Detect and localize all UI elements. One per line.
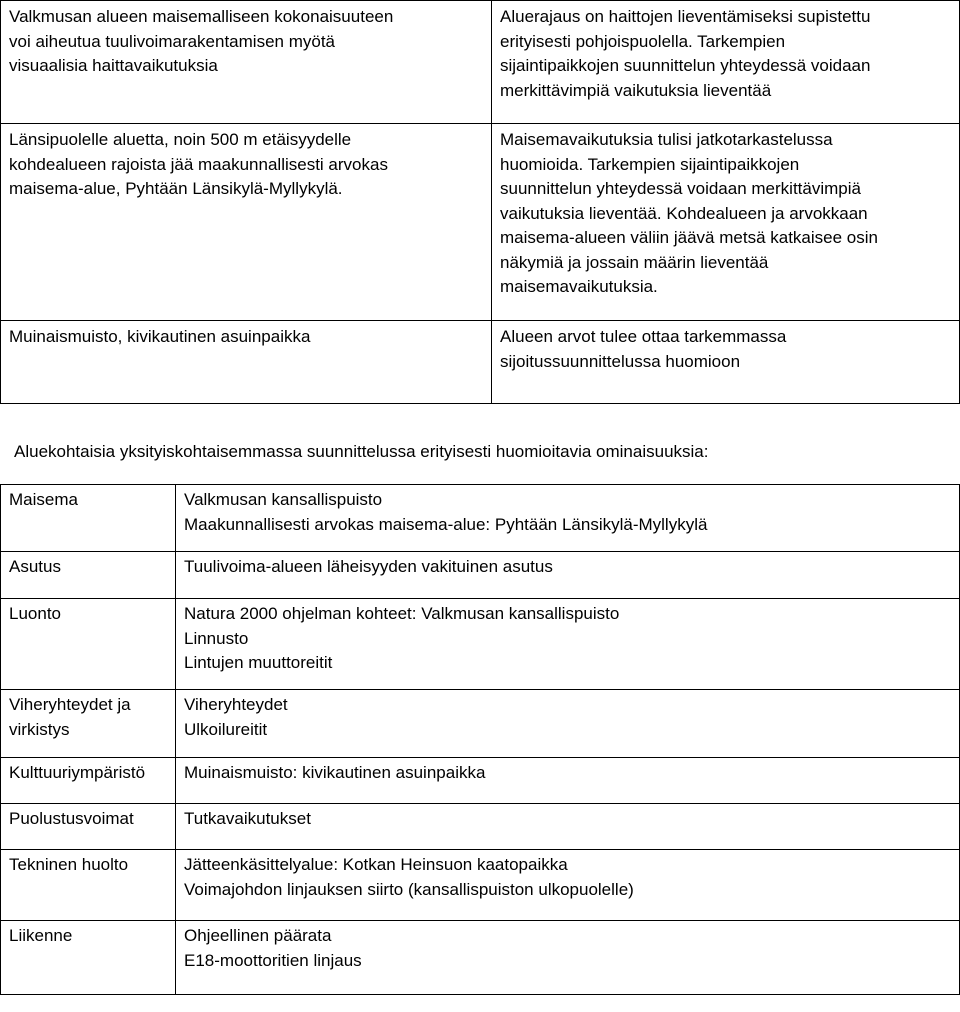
text-line: virkistys <box>9 719 70 739</box>
text-line: huomioida. Tarkempien sijaintipaikkojen <box>500 154 800 174</box>
text-line: Puolustusvoimat <box>9 809 134 828</box>
impact-table <box>0 0 960 404</box>
text-line: merkittävimpiä vaikutuksia lieventää <box>500 80 772 100</box>
text-line: Lintujen muuttoreitit <box>184 653 333 672</box>
table-row <box>1 599 960 690</box>
text-line: Liikenne <box>9 926 73 945</box>
text-line: sijoitussuunnittelussa huomioon <box>500 351 741 371</box>
text-line: maisema-alueen väliin jäävä metsä katkaisee osin <box>500 228 878 247</box>
text-line: suunnittelun yhteydessä voidaan merkittävimpiä <box>500 179 861 198</box>
text-line: Tekninen huolto <box>9 855 129 874</box>
text-line: Viheryhteydet <box>184 695 288 714</box>
text-line: Valkmusan kansallispuisto <box>184 490 383 509</box>
table-row <box>1 1 960 124</box>
text-line: Linnusto <box>184 628 249 648</box>
category-cell <box>1 599 176 690</box>
text-line: vaikutuksia lieventää. Kohdealueen ja arvokkaan <box>500 203 868 223</box>
category-cell <box>1 804 176 850</box>
category-cell <box>1 552 176 599</box>
text-line: kohdealueen rajoista jää maakunnallisesti arvokas <box>9 154 388 174</box>
mitigation-cell <box>492 1 960 124</box>
details-cell <box>176 552 960 599</box>
category-cell <box>1 921 176 995</box>
text-line: Maakunnallisesti arvokas maisema-alue: Pyhtään Länsikylä-Myllykylä <box>184 514 708 534</box>
text-line: Ulkoilureitit <box>184 719 268 739</box>
details-cell <box>176 921 960 995</box>
text-line: E18-moottoritien linjaus <box>184 950 362 970</box>
section-heading: Aluekohtaisia yksityiskohtaisemmassa suunnittelussa erityisesti huomioitavia ominaisuuksia: <box>14 442 709 461</box>
table-row <box>1 850 960 921</box>
category-cell <box>1 758 176 804</box>
details-cell <box>176 485 960 552</box>
table-row <box>1 485 960 552</box>
table-row <box>1 804 960 850</box>
text-line: Alueen arvot tulee ottaa tarkemmassa <box>500 327 787 346</box>
text-line: Tutkavaikutukset <box>184 809 311 828</box>
text-line: Aluerajaus on haittojen lieventämiseksi supistettu <box>500 7 871 26</box>
text-line: Viheryhteydet ja <box>9 695 131 714</box>
text-line: Länsipuolelle aluetta, noin 500 m etäisyydelle <box>9 130 352 149</box>
table-row <box>1 124 960 321</box>
text-line: näkymiä ja jossain määrin lieventää <box>500 252 769 272</box>
text-line: sijaintipaikkojen suunnittelun yhteydessä voidaan <box>500 56 871 75</box>
features-table <box>0 484 960 995</box>
text-line: Valkmusan alueen maisemalliseen kokonaisuuteen <box>9 7 394 26</box>
table-row <box>1 690 960 758</box>
text-line: Tuulivoima-alueen läheisyyden vakituinen asutus <box>184 557 553 576</box>
text-line: Natura 2000 ohjelman kohteet: Valkmusan kansallispuisto <box>184 604 620 623</box>
text-line: maisema-alue, Pyhtään Länsikylä-Myllykylä. <box>9 179 343 198</box>
details-cell <box>176 690 960 758</box>
mitigation-cell <box>492 124 960 321</box>
text-line: Kulttuuriympäristö <box>9 763 146 782</box>
category-cell <box>1 485 176 552</box>
details-cell <box>176 599 960 690</box>
details-cell <box>176 850 960 921</box>
text-line: Asutus <box>9 557 61 576</box>
text-line: erityisesti pohjoispuolella. Tarkempien <box>500 31 786 51</box>
mitigation-cell <box>492 321 960 404</box>
category-cell <box>1 850 176 921</box>
text-line: Maisema <box>9 490 78 509</box>
table-row <box>1 921 960 995</box>
text-line: Muinaismuisto: kivikautinen asuinpaikka <box>184 763 486 782</box>
text-line: voi aiheutua tuulivoimarakentamisen myötä <box>9 31 336 51</box>
text-line: maisemavaikutuksia. <box>500 277 658 296</box>
text-line: visuaalisia haittavaikutuksia <box>9 56 218 75</box>
impact-cell <box>1 1 492 124</box>
table-row <box>1 321 960 404</box>
text-line: Voimajohdon linjauksen siirto (kansallispuiston ulkopuolelle) <box>184 879 634 899</box>
table-row <box>1 552 960 599</box>
category-cell <box>1 690 176 758</box>
table-row <box>1 758 960 804</box>
details-cell <box>176 758 960 804</box>
text-line: Muinaismuisto, kivikautinen asuinpaikka <box>9 327 311 346</box>
text-line: Luonto <box>9 604 61 623</box>
text-line: Maisemavaikutuksia tulisi jatkotarkastelussa <box>500 130 833 149</box>
impact-cell <box>1 321 492 404</box>
text-line: Jätteenkäsittelyalue: Kotkan Heinsuon kaatopaikka <box>184 855 568 874</box>
text-line: Ohjeellinen päärata <box>184 926 332 945</box>
impact-cell <box>1 124 492 321</box>
details-cell <box>176 804 960 850</box>
